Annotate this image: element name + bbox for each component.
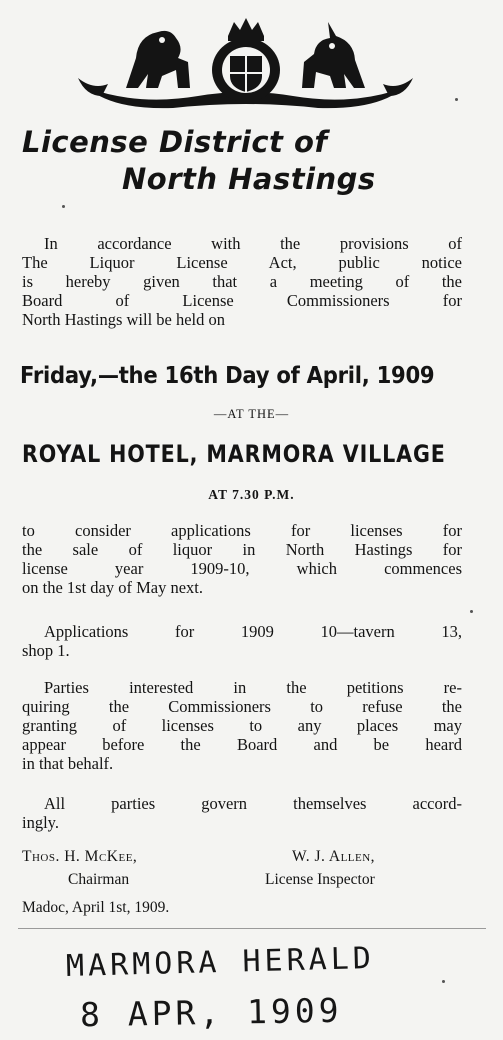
print-speck — [455, 98, 458, 101]
purpose-paragraph — [22, 521, 462, 597]
print-speck — [62, 205, 65, 208]
applications-line: shop 1. — [22, 641, 70, 660]
dateline: Madoc, April 1st, 1909. — [22, 899, 170, 916]
parties-line: appear before the Board and be heard — [22, 735, 462, 754]
meeting-time: AT 7.30 P.M. — [208, 487, 295, 502]
signatory-right-title: License Inspector — [265, 871, 375, 888]
parties-line: in that behalf. — [22, 754, 114, 773]
parties-paragraph — [22, 678, 462, 773]
govern-line: ingly. — [22, 813, 59, 832]
notice-title-line1: License District of — [22, 125, 328, 159]
applications-paragraph — [22, 622, 462, 660]
purpose-line: to consider applications for licenses for — [22, 521, 462, 540]
govern-paragraph — [22, 794, 462, 832]
intro-paragraph — [22, 234, 462, 329]
signatory-left-name: Thos. H. McKee, — [22, 848, 138, 865]
royal-coat-of-arms-icon — [78, 18, 413, 110]
applications-line: Applications for 1909 10—tavern 13, — [44, 622, 462, 641]
divider — [18, 928, 486, 929]
notice-title-line2: North Hastings — [122, 162, 376, 196]
handwritten-date: 8 APR, 1909 — [79, 990, 343, 1035]
at-the-label: —AT THE— — [213, 407, 290, 421]
parties-line: Parties interested in the petitions re- — [44, 678, 462, 697]
intro-line: The Liquor License Act, public notice — [22, 253, 462, 272]
intro-line: North Hastings will be held on — [22, 310, 226, 329]
purpose-line: on the 1st day of May next. — [22, 578, 204, 597]
print-speck — [442, 980, 445, 983]
parties-line: granting of licenses to any places may — [22, 716, 462, 735]
intro-line: Board of License Commissioners for — [22, 291, 462, 310]
govern-line: All parties govern themselves accord- — [44, 794, 462, 813]
intro-line: is hereby given that a meeting of the — [22, 272, 462, 291]
purpose-line: license year 1909-10, which commences — [22, 559, 462, 578]
intro-line: In accordance with the provisions of — [44, 234, 462, 253]
meeting-date: Friday,—the 16th Day of April, 1909 — [20, 363, 435, 389]
signatory-right-name: W. J. Allen, — [292, 848, 376, 865]
meeting-venue: ROYAL HOTEL, MARMORA VILLAGE — [22, 440, 446, 468]
signatory-left-title: Chairman — [68, 871, 130, 888]
handwritten-source: MARMORA HERALD — [65, 940, 376, 985]
purpose-line: the sale of liquor in North Hastings for — [22, 540, 462, 559]
print-speck — [470, 610, 473, 613]
parties-line: quiring the Commissioners to refuse the — [22, 697, 462, 716]
